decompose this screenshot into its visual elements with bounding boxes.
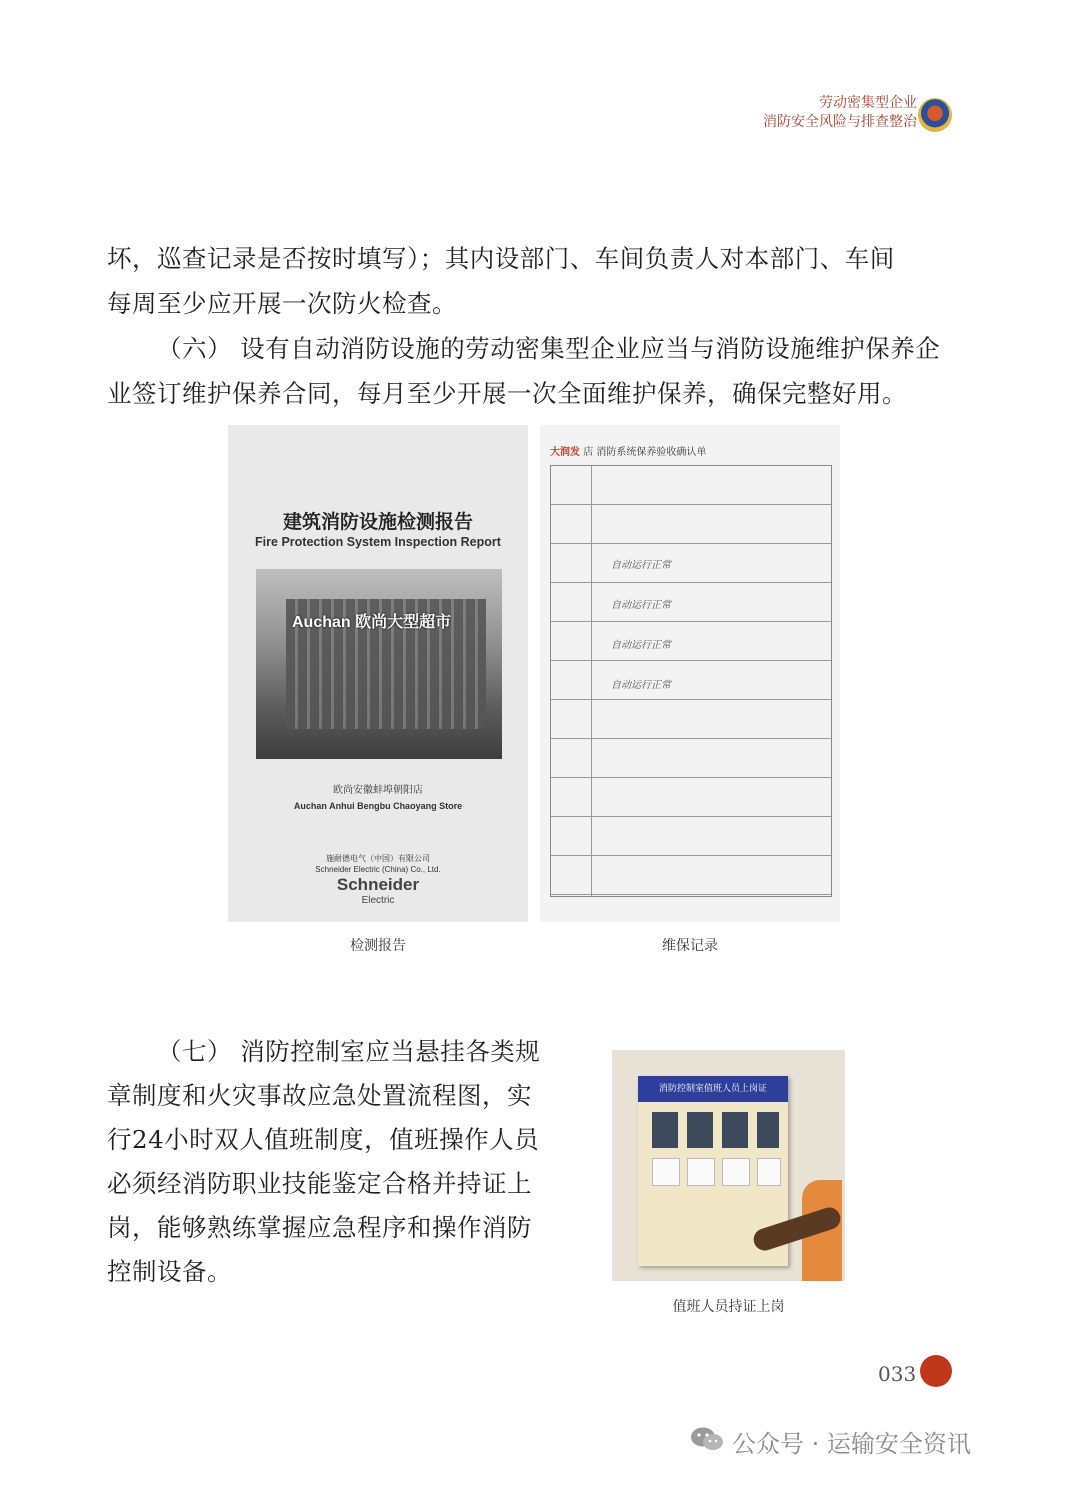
staff-photo-slot bbox=[722, 1112, 748, 1148]
form-brand: 大润发 bbox=[550, 447, 580, 458]
text-line: 行24小时双人值班制度，值班操作人员 bbox=[107, 1125, 540, 1154]
watermark-text: 公众号 · 运输安全资讯 bbox=[732, 1430, 971, 1458]
certificate-card bbox=[757, 1158, 781, 1186]
handwriting: 自动运行正常 bbox=[611, 680, 671, 691]
form-title-main: 店 消防系统保养验收确认单 bbox=[583, 447, 707, 458]
fire-emblem-icon bbox=[918, 98, 952, 132]
page-number: 033 bbox=[878, 1362, 917, 1386]
certificate-card bbox=[722, 1158, 750, 1186]
paragraph-1 bbox=[107, 236, 895, 326]
logo-sub: Electric bbox=[361, 895, 395, 906]
text-line: 岗，能够熟练掌握应急程序和操作消防 bbox=[107, 1213, 532, 1242]
form-column-divider bbox=[591, 466, 592, 896]
text-line: 必须经消防职业技能鉴定合格并持证上 bbox=[107, 1169, 532, 1198]
staff-photo-slot bbox=[757, 1112, 779, 1148]
form-title bbox=[550, 443, 706, 458]
text-line: （七） 消防控制室应当悬挂各类规 bbox=[157, 1037, 541, 1066]
report-title-en: Fire Protection System Inspection Report bbox=[255, 535, 501, 549]
text-line: 章制度和火灾事故应急处置流程图，实 bbox=[107, 1081, 532, 1110]
certificate-card bbox=[687, 1158, 715, 1186]
page-number-dot bbox=[920, 1355, 952, 1387]
handwriting: 自动运行正常 bbox=[611, 640, 671, 651]
caption-report: 检测报告 bbox=[350, 938, 406, 954]
schneider-logo bbox=[228, 877, 528, 909]
text-line: 控制设备。 bbox=[107, 1257, 232, 1286]
paragraph-2 bbox=[107, 326, 940, 416]
company-name-en: Schneider Electric (China) Co., Ltd. bbox=[315, 865, 441, 874]
header-line-1: 劳动密集型企业 bbox=[819, 95, 917, 111]
paragraph-3 bbox=[107, 1030, 540, 1294]
duty-staff-photo bbox=[612, 1050, 845, 1281]
text-line: 业签订维护保养合同，每月至少开展一次全面维护保养，确保完整好用。 bbox=[107, 379, 907, 408]
store-name-cn: 欧尚安徽蚌埠朝阳店 bbox=[333, 785, 423, 796]
maintenance-form-image bbox=[540, 425, 840, 922]
wechat-icon bbox=[690, 1426, 724, 1452]
text-line: （六） 设有自动消防设施的劳动密集型企业应当与消防设施维护保养企 bbox=[157, 334, 941, 363]
store-name-en: Auchan Anhui Bengbu Chaoyang Store bbox=[293, 801, 463, 811]
caption-duty: 值班人员持证上岗 bbox=[672, 1299, 785, 1315]
certificate-card bbox=[652, 1158, 680, 1186]
report-title-cn: 建筑消防设施检测报告 bbox=[282, 511, 473, 533]
building-photo bbox=[256, 569, 502, 759]
staff-photo-slot bbox=[652, 1112, 678, 1148]
handwriting: 自动运行正常 bbox=[611, 560, 671, 571]
handwriting: 自动运行正常 bbox=[611, 600, 671, 611]
company-name-cn: 施耐德电气（中国）有限公司 bbox=[326, 854, 430, 863]
form-grid bbox=[550, 465, 832, 897]
duty-banner: 消防控制室值班人员上岗证 bbox=[638, 1076, 788, 1102]
staff-photo-slot bbox=[687, 1112, 713, 1148]
header-text bbox=[763, 94, 917, 132]
text-line: 每周至少应开展一次防火检查。 bbox=[107, 289, 457, 318]
text-line: 坏，巡查记录是否按时填写）；其内设部门、车间负责人对本部门、车间 bbox=[107, 244, 895, 273]
logo-main: Schneider bbox=[336, 875, 420, 894]
report-cover-image bbox=[228, 425, 528, 922]
header-line-2: 消防安全风险与排查整治 bbox=[763, 114, 917, 130]
caption-maintenance: 维保记录 bbox=[662, 938, 718, 954]
store-sign: Auchan 欧尚大型超市 bbox=[292, 614, 452, 631]
